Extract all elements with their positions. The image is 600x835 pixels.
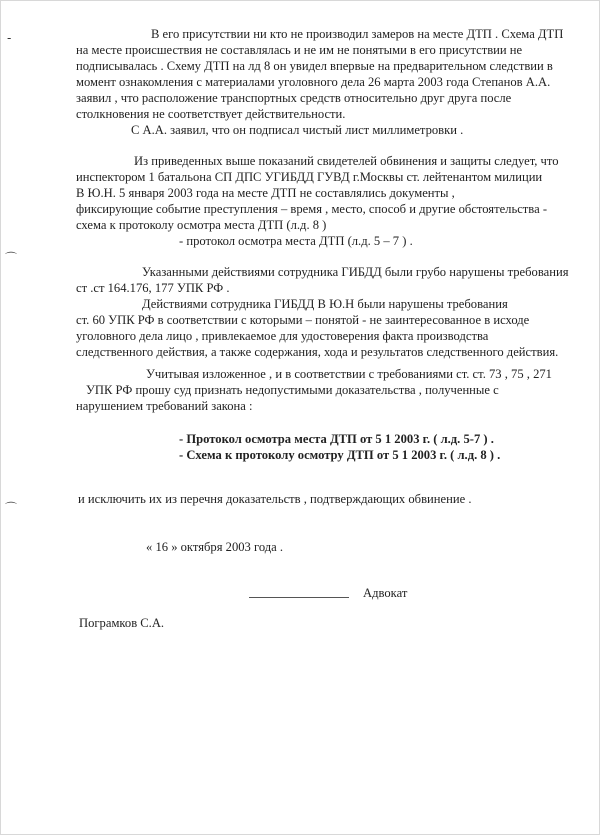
paragraph-line: УПК РФ прошу суд признать недопустимыми доказательства , полученные с	[86, 383, 499, 397]
list-item: - Схема к протоколу осмотру ДТП от 5 1 2003 г. ( л.д. 8 ) .	[179, 448, 501, 462]
paragraph-line: Указанными действиями сотрудника ГИБДД были грубо нарушены требования	[142, 265, 569, 279]
paragraph-line: фиксирующие событие преступления – время , место, способ и другие обстоятельства -	[76, 202, 548, 216]
paragraph-line: Действиями сотрудника ГИБДД В Ю.Н были нарушены требования	[142, 297, 508, 311]
paragraph-line: - протокол осмотра места ДТП (л.д. 5 – 7 ) .	[179, 234, 413, 248]
paragraph-line: на месте происшествия не составлялась и не им не понятыми в его присутствии не	[76, 43, 523, 57]
paragraph-line: В Ю.Н. 5 января 2003 года на месте ДТП не составлялись документы ,	[76, 186, 455, 200]
margin-mark: -	[7, 31, 12, 45]
paragraph-line: заявил , что расположение транспортных средств относительно друг друга после	[76, 91, 512, 105]
paragraph-line: момент ознакомления с материалами уголовного дела 26 марта 2003 года Степанов А.А.	[76, 75, 551, 89]
signer-role: Адвокат	[363, 586, 408, 600]
paragraph-line: схема к протоколу осмотра места ДТП (л.д. 8 )	[76, 218, 327, 232]
signer-name: Пограмков С.А.	[79, 616, 165, 630]
signature-line	[249, 597, 349, 598]
paragraph-line: ст .ст 164.176, 177 УПК РФ .	[76, 281, 230, 295]
paragraph-line: В его присутствии ни кто не производил замеров на месте ДТП . Схема ДТП	[151, 27, 564, 41]
list-item: - Протокол осмотра места ДТП от 5 1 2003 г. ( л.д. 5-7 ) .	[179, 432, 494, 446]
margin-mark: ⌒	[5, 501, 18, 515]
paragraph-line: Из приведенных выше показаний свидетелей обвинения и защиты следует, что	[134, 154, 559, 168]
paragraph-line: подписывалась . Схему ДТП на лд 8 он увидел впервые на предварительном следствии в	[76, 59, 553, 73]
paragraph-line: Учитывая изложенное , и в соответствии с требованиями ст. ст. 73 , 75 , 271	[146, 367, 552, 381]
paragraph-line: ст. 60 УПК РФ в соответствии с которыми – понятой - не заинтересованное в исходе	[76, 313, 530, 327]
margin-mark: ⌒	[5, 251, 18, 265]
paragraph-line: С А.А. заявил, что он подписал чистый лист миллиметровки .	[131, 123, 464, 137]
paragraph-line: инспектором 1 батальона СП ДПС УГИБДД ГУВД г.Москвы ст. лейтенантом милиции	[76, 170, 543, 184]
paragraph-line: столкновения не соответствует действительности.	[76, 107, 346, 121]
paragraph-line: нарушением требований закона :	[76, 399, 253, 413]
paragraph-line: и исключить их из перечня доказательств , подтверждающих обвинение .	[78, 492, 472, 506]
paragraph-line: следственного действия, а также содержания, хода и результатов следственного действия.	[76, 345, 559, 359]
paragraph-line: уголовного дела лицо , привлекаемое для удостоверения факта производства	[76, 329, 489, 343]
document-date: « 16 » октября 2003 года .	[146, 540, 284, 554]
